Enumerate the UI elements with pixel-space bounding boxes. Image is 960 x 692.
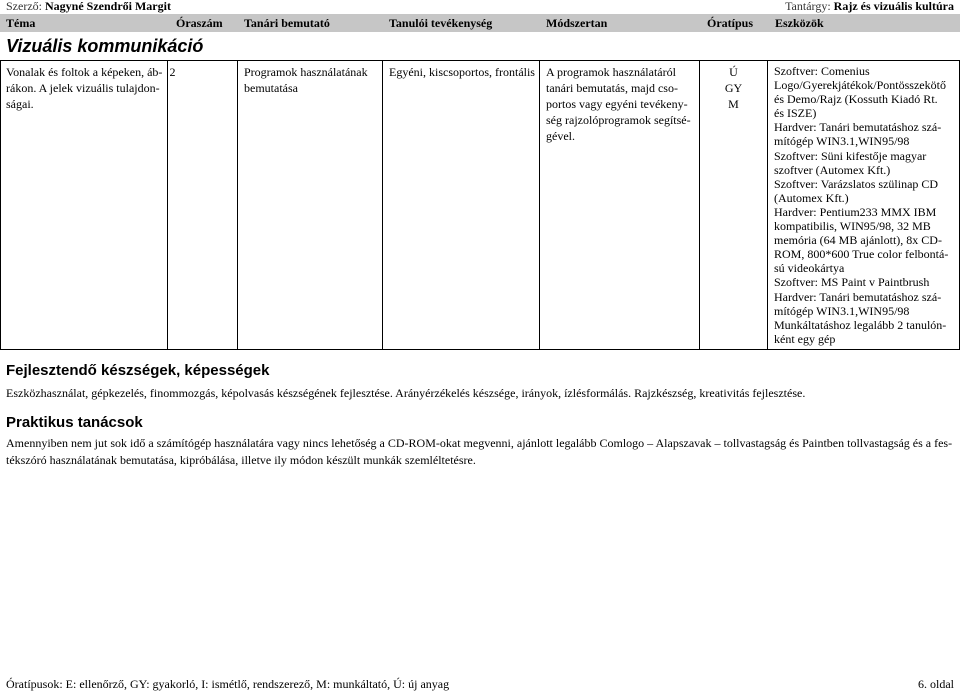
cell-line: mítógép WIN3.1,WIN95/98 (774, 134, 910, 149)
column-divider (237, 61, 238, 349)
cell-tanari (244, 64, 380, 96)
cell-oratipus (700, 64, 767, 112)
cell-line: Vonalak és foltok a képeken, áb- (6, 65, 163, 79)
cell-line: rákon. A jelek vizuális tulajdon- (6, 81, 160, 95)
page-number: 6. oldal (918, 677, 954, 691)
column-divider (382, 61, 383, 349)
author-label: Szerző: (6, 0, 42, 13)
skills-text: Eszközhasználat, gépkezelés, finommozgás, képolvasás készségének fejlesztése. Arányérzékelés készsége, irányok, ízlésformálás. Rajzkészség, kreativitás fejlesztése. (6, 386, 806, 400)
skills-heading: Fejlesztendő készségek, képességek (6, 362, 270, 379)
tips-line: tékszóró használatának bemutatása, kipróbálása, illetve ily módon készült munkák szemléltetésre. (6, 453, 476, 467)
column-header-eszkozok: Eszközök (775, 16, 824, 30)
column-header-oraszam: Óraszám (176, 16, 223, 30)
cell-eszkozok (774, 64, 958, 346)
cell-line: ség rajzolóprogramok segítsé- (546, 113, 691, 127)
cell-line: Logo/Gyerekjátékok/Pontösszekötő (774, 78, 946, 93)
cell-line: gével. (546, 129, 575, 143)
page-footer (6, 677, 954, 691)
author-line (6, 0, 171, 12)
cell-line: bemutatása (244, 81, 298, 95)
subject-line (785, 0, 954, 12)
cell-line: szoftver (Automex Kft.) (774, 162, 891, 177)
lesson-type-legend: Óratípusok: E: ellenőrző, GY: gyakorló, I: ismétlő, rendszerező, M: munkáltató, Ú: új anyag (6, 677, 450, 691)
cell-line: Hardver: Tanári bemutatáshoz szá- (774, 120, 942, 135)
column-header-tema: Téma (6, 16, 36, 30)
cell-line: 2 (169, 65, 176, 79)
cell-line: ságai. (6, 97, 34, 111)
cell-line: mítógép WIN3.1,WIN95/98 (774, 303, 910, 318)
cell-line: M (728, 97, 739, 111)
cell-oraszam (168, 64, 237, 80)
cell-line: (Automex Kft.) (774, 190, 849, 205)
cell-line: ként egy gép (774, 331, 836, 346)
column-header-oratipus: Óratípus (707, 16, 754, 30)
cell-line: GY (724, 81, 743, 95)
subject-label: Tantárgy: (785, 0, 831, 13)
cell-line: memória (64 MB ajánlott), 8x CD- (774, 233, 942, 248)
column-header-row (0, 14, 960, 32)
cell-line: portos vagy egyéni tevékeny- (546, 97, 688, 111)
cell-modszertan (546, 64, 696, 144)
cell-line: Munkáltatáshoz legalább 2 tanulón- (774, 317, 947, 332)
page-title: Vizuális kommunikáció (6, 36, 204, 56)
cell-line: és ISZE) (774, 106, 817, 121)
column-divider (767, 61, 768, 349)
column-header-tanuloi: Tanulói tevékenység (389, 16, 493, 30)
cell-line: Szoftver: Varázslatos szülinap CD (774, 176, 939, 191)
cell-line: és Demo/Rajz (Kossuth Kiadó Rt. (774, 92, 938, 107)
cell-line: Hardver: Pentium233 MMX IBM (774, 204, 937, 219)
cell-line: Szoftver: MS Paint v Paintbrush (774, 275, 930, 290)
cell-line: Hardver: Tanári bemutatáshoz szá- (774, 289, 942, 304)
tips-heading: Praktikus tanácsok (6, 414, 143, 431)
cell-tanuloi (389, 64, 537, 80)
cell-line: sú videokártya (774, 261, 845, 276)
document-header (0, 0, 960, 14)
tips-text (6, 435, 954, 469)
cell-line: tanári bemutatás, majd cso- (546, 81, 678, 95)
cell-line: Ú (729, 65, 738, 79)
cell-line: ROM, 800*600 True color felbontá- (774, 247, 949, 262)
cell-line: kompatibilis, WIN95/98, 32 MB (774, 219, 931, 234)
cell-line: Szoftver: Süni kifestője magyar (774, 148, 927, 163)
author-name: Nagyné Szendrői Margit (44, 0, 171, 13)
column-header-tanari: Tanári bemutató (244, 16, 330, 30)
cell-line: Programok használatának (244, 65, 368, 79)
cell-line: Egyéni, kiscsoportos, frontális (389, 65, 535, 79)
subject-name: Rajz és vizuális kultúra (833, 0, 954, 13)
cell-line: A programok használatáról (546, 65, 676, 79)
column-header-modszertan: Módszertan (546, 16, 608, 30)
column-divider (539, 61, 540, 349)
column-divider (167, 61, 168, 349)
cell-line: Szoftver: Comenius (774, 64, 870, 78)
tips-line: Amennyiben nem jut sok idő a számítógép használatára vagy nincs lehetőség a CD-ROM-okat megvenni, ajánlott legalább Comlogo – Alapszavak – tollvastagság és Paintben tollvastagság és a fes- (6, 436, 953, 450)
